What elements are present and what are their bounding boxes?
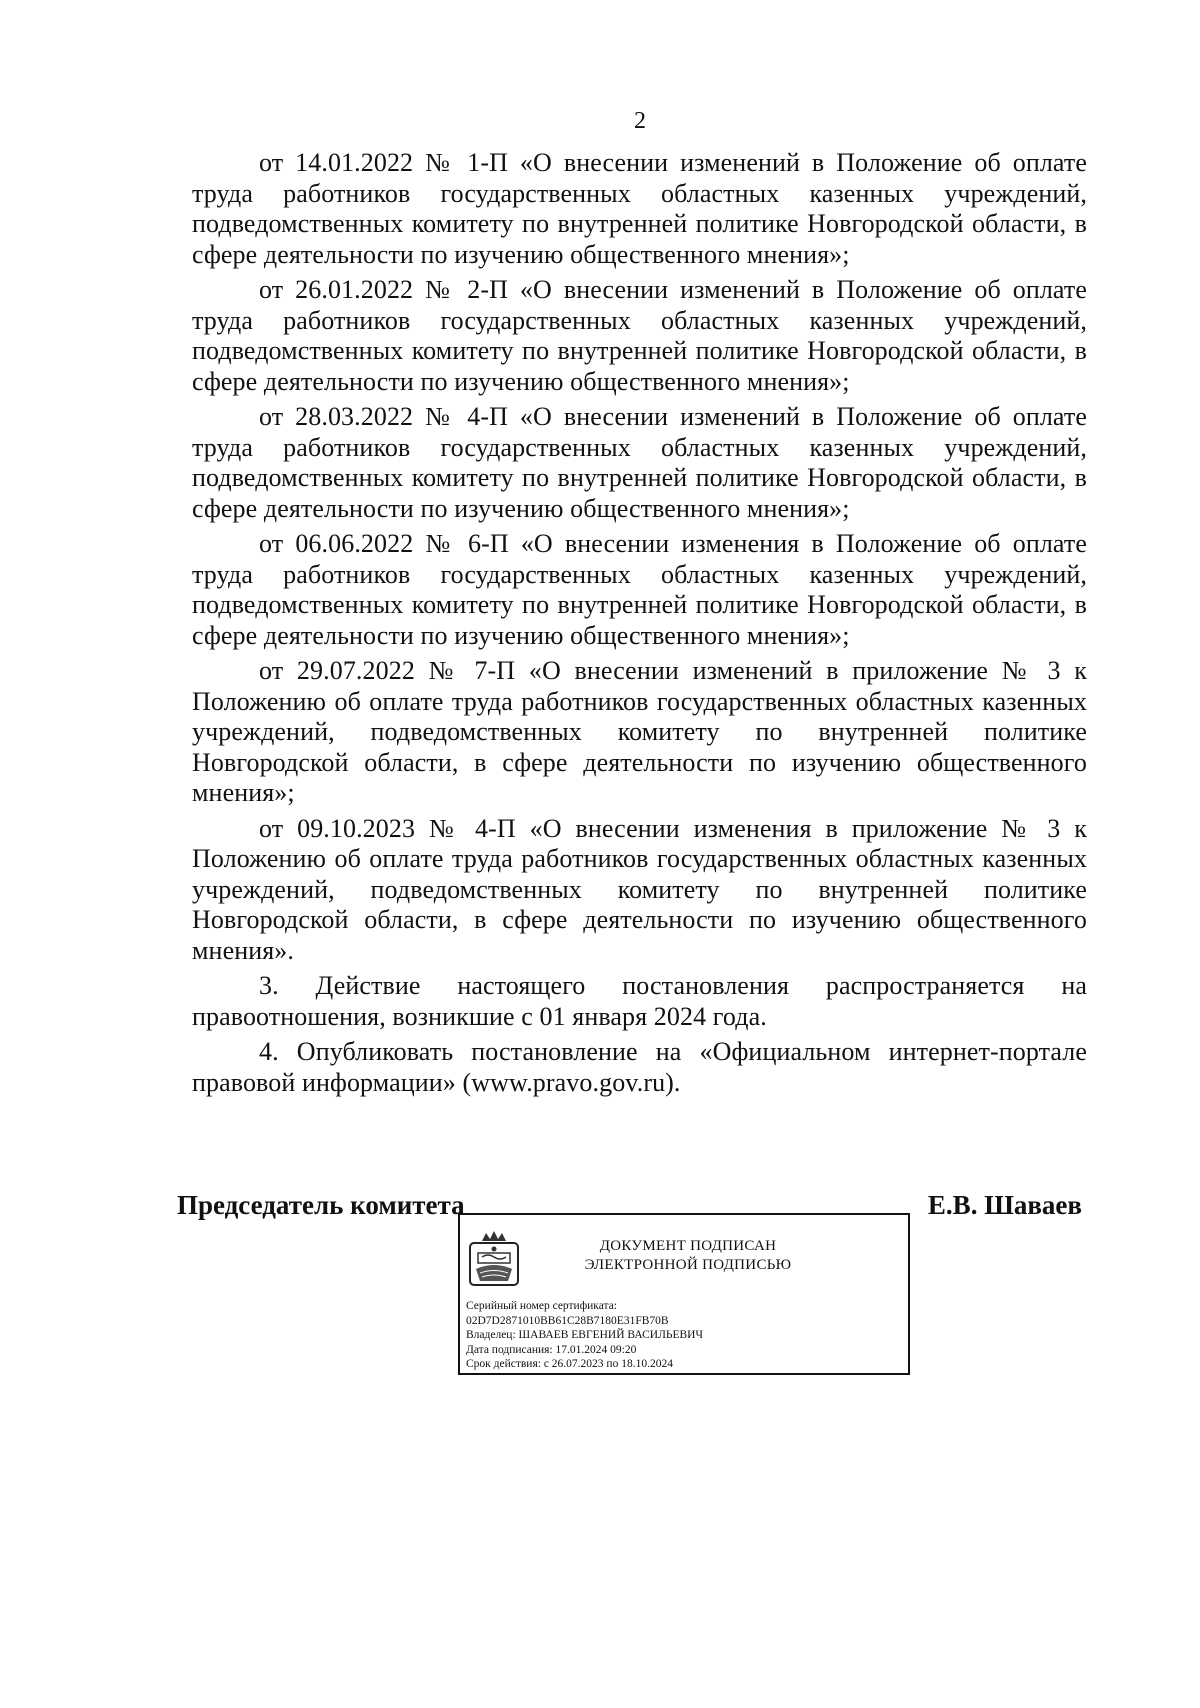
paragraph-amendment-6: от 09.10.2023 № 4-П «О внесении изменения в приложение № 3 к Положению об оплате труда работников государственных областных казенных учреждений, подведомственных комитету по внутренней политике Новгородской области, в сфере деятельности по изучению общественного мнения». xyxy=(192,813,1087,965)
electronic-signature-stamp xyxy=(458,1213,910,1375)
signing-date: Дата подписания: 17.01.2024 09:20 xyxy=(466,1343,637,1356)
novgorod-coat-of-arms-icon xyxy=(468,1229,520,1287)
e-signature-heading-line1: ДОКУМЕНТ ПОДПИСАН xyxy=(599,1238,777,1254)
signatory-title: Председатель комитета xyxy=(177,1190,465,1220)
signatory-name: Е.В. Шаваев xyxy=(927,1190,1082,1220)
certificate-validity: Срок действия: с 26.07.2023 по 18.10.2024 xyxy=(466,1358,673,1370)
paragraph-amendment-1: от 14.01.2022 № 1-П «О внесении изменений в Положение об оплате труда работников государственных областных казенных учреждений, подведомственных комитету по внутренней политике Новгородской области, в сфере деятельности по изучению общественного мнения»; xyxy=(192,148,1087,269)
certificate-serial-label: Серийный номер сертификата: xyxy=(466,1300,617,1312)
paragraph-clause-3: 3. Действие настоящего постановления распространяется на правоотношения, возникшие с 01 января 2024 года. xyxy=(192,971,1087,1031)
paragraph-clause-4: 4. Опубликовать постановление на «Официальном интернет-портале правовой информации» (www.pravo.gov.ru). xyxy=(192,1037,1087,1097)
paragraph-amendment-2: от 26.01.2022 № 2-П «О внесении изменений в Положение об оплате труда работников государственных областных казенных учреждений, подведомственных комитету по внутренней политике Новгородской области, в сфере деятельности по изучению общественного мнения»; xyxy=(192,275,1087,396)
page-number: 2 xyxy=(634,108,646,134)
certificate-serial-value: 02D7D2871010BB61C28B7180E31FB70B xyxy=(466,1314,669,1327)
paragraph-amendment-3: от 28.03.2022 № 4-П «О внесении изменений в Положение об оплате труда работников государственных областных казенных учреждений, подведомственных комитету по внутренней политике Новгородской области, в сфере деятельности по изучению общественного мнения»; xyxy=(192,402,1087,523)
paragraph-amendment-4: от 06.06.2022 № 6-П «О внесении изменения в Положение об оплате труда работников государственных областных казенных учреждений, подведомственных комитету по внутренней политике Новгородской области, в сфере деятельности по изучению общественного мнения»; xyxy=(192,529,1087,650)
document-body xyxy=(192,148,1087,1103)
certificate-owner: Владелец: ШАВАЕВ ЕВГЕНИЙ ВАСИЛЬЕВИЧ xyxy=(466,1329,703,1341)
e-signature-heading xyxy=(538,1237,838,1275)
e-signature-heading-line2: ЭЛЕКТРОННОЙ ПОДПИСЬЮ xyxy=(584,1257,792,1273)
e-signature-details xyxy=(466,1299,906,1372)
paragraph-amendment-5: от 29.07.2022 № 7-П «О внесении изменений в приложение № 3 к Положению об оплате труда работников государственных областных казенных учреждений, подведомственных комитету по внутренней политике Новгородской области, в сфере деятельности по изучению общественного мнения»; xyxy=(192,656,1087,807)
